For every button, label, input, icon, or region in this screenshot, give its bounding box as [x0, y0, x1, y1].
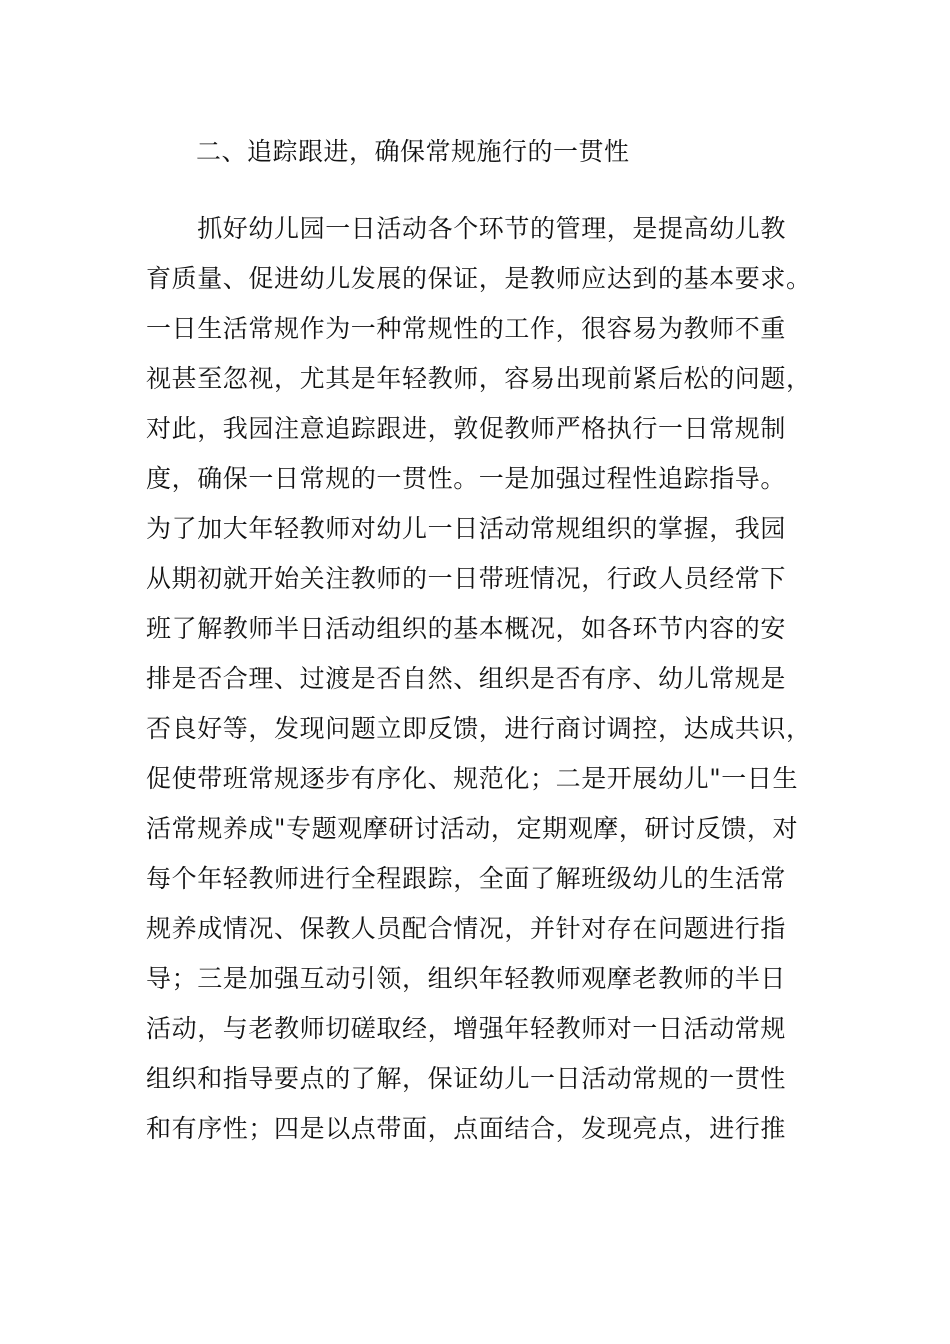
paragraph-line: 活动，与老教师切磋取经，增强年轻教师对一日活动常规 [146, 1014, 787, 1043]
paragraph-line: 度，确保一日常规的一贯性。一是加强过程性追踪指导。 [146, 464, 787, 493]
paragraph-line: 抓好幼儿园一日活动各个环节的管理，是提高幼儿教 [146, 214, 787, 243]
paragraph-line: 育质量、促进幼儿发展的保证，是教师应达到的基本要求。 [146, 264, 812, 293]
paragraph-line: 导；三是加强互动引领，组织年轻教师观摩老教师的半日 [146, 964, 787, 993]
paragraph-line: 促使带班常规逐步有序化、规范化；二是开展幼儿"一日生 [146, 764, 799, 793]
section-heading: 二、追踪跟进，确保常规施行的一贯性 [196, 137, 630, 166]
paragraph-line: 为了加大年轻教师对幼儿一日活动常规组织的掌握，我园 [146, 514, 787, 543]
paragraph-line: 活常规养成"专题观摩研讨活动，定期观摩，研讨反馈，对 [146, 814, 799, 843]
paragraph-line: 每个年轻教师进行全程跟踪，全面了解班级幼儿的生活常 [146, 864, 787, 893]
paragraph-line: 和有序性；四是以点带面，点面结合，发现亮点，进行推 [146, 1114, 787, 1143]
paragraph-line: 视甚至忽视，尤其是年轻教师，容易出现前紧后松的问题， [146, 364, 812, 393]
paragraph-line: 对此，我园注意追踪跟进，敦促教师严格执行一日常规制 [146, 414, 787, 443]
paragraph-line: 从期初就开始关注教师的一日带班情况，行政人员经常下 [146, 564, 787, 593]
paragraph-line: 规养成情况、保教人员配合情况，并针对存在问题进行指 [146, 914, 787, 943]
paragraph-line: 班了解教师半日活动组织的基本概况，如各环节内容的安 [146, 614, 787, 643]
paragraph-line: 组织和指导要点的了解，保证幼儿一日活动常规的一贯性 [146, 1064, 787, 1093]
paragraph-line: 排是否合理、过渡是否自然、组织是否有序、幼儿常规是 [146, 664, 787, 693]
paragraph-line: 一日生活常规作为一种常规性的工作，很容易为教师不重 [146, 314, 787, 343]
paragraph-line: 否良好等，发现问题立即反馈，进行商讨调控，达成共识， [146, 714, 812, 743]
